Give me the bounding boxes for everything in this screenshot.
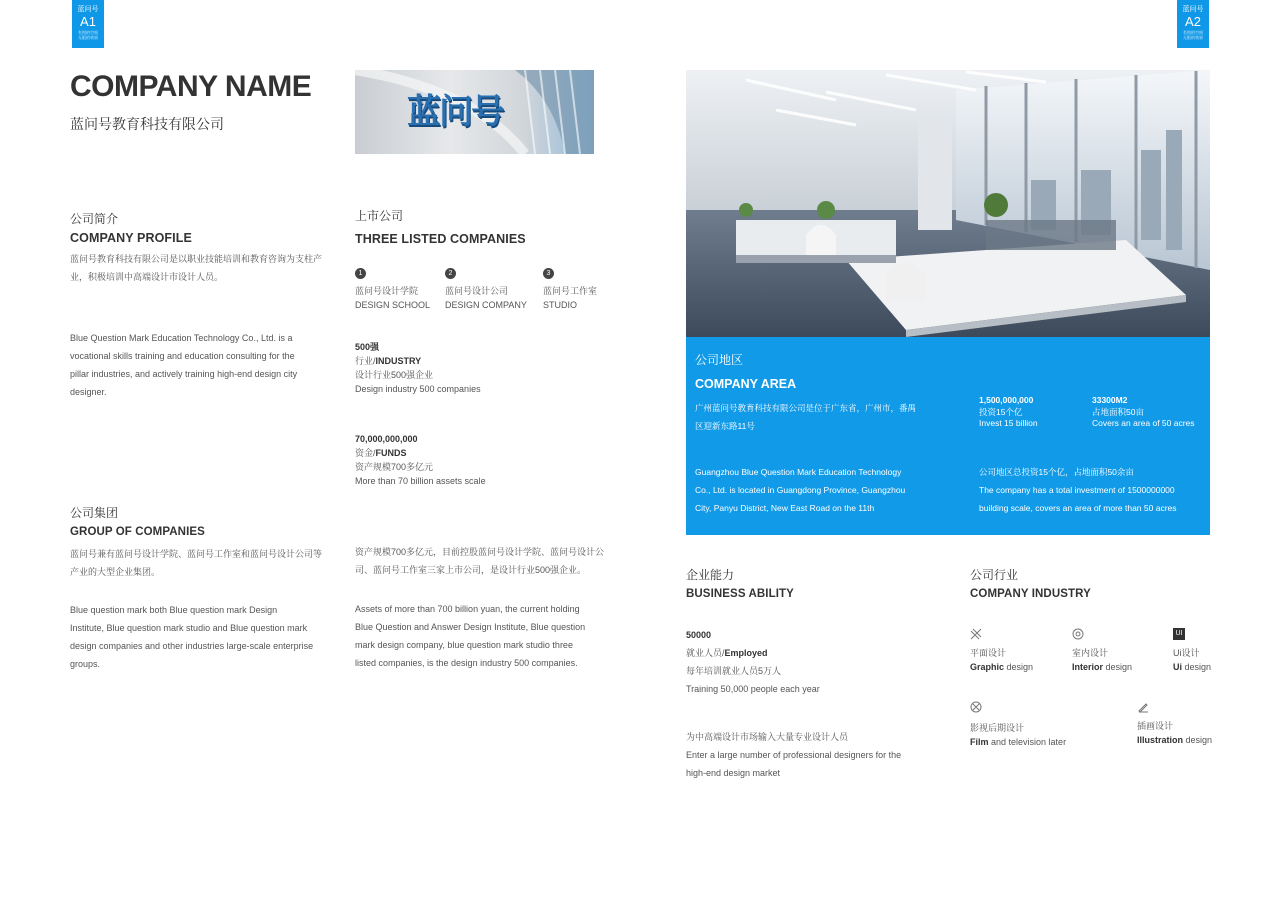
industry-item-interior <box>1072 628 1167 674</box>
tag-a2-line3: 有图的空间 <box>1183 30 1203 35</box>
profile-cn-title: 公司简介 <box>70 212 119 226</box>
office-photo <box>686 70 1210 337</box>
area-stat1-value: 1,500,000,000 <box>979 395 1034 405</box>
listed-item-en: STUDIO <box>543 300 578 310</box>
industry-item-cn: 室内设计 <box>1072 648 1109 658</box>
profile-cn-line: 蓝问号教育科技有限公司是以职业技能培训和教育咨询为支柱产 <box>70 254 323 264</box>
industry-item-en: design <box>1183 735 1213 745</box>
area-stat1-cn: 投资15个亿 <box>979 406 1023 417</box>
number-badge: 3 <box>543 268 554 279</box>
industry-cn-title: 公司行业 <box>970 568 1019 582</box>
industry-item-en-bold: Ui <box>1173 662 1182 672</box>
logo-text: 蓝问号 <box>407 93 503 131</box>
area-stat2-en: Covers an area of 50 acres <box>1092 418 1195 428</box>
area-right-cn: 公司地区总投资15个亿，占地面积50余亩 <box>979 467 1134 477</box>
profile-en-title: COMPANY PROFILE <box>70 231 192 245</box>
area-stat2-value: 33300M2 <box>1092 395 1128 405</box>
film-icon <box>970 701 982 713</box>
area-cn-text <box>695 399 955 435</box>
industry-item-en: design <box>1182 662 1212 672</box>
profile-en-line: designer. <box>70 387 107 397</box>
ability-stat <box>686 626 926 698</box>
industry-item-en-bold: Interior <box>1072 662 1104 672</box>
group-en-line: groups. <box>70 659 101 669</box>
profile-en-line: pillar industries, and actively training high-end design city <box>70 369 298 379</box>
assets-cn-line: 资产规模700多亿元，目前控股蓝问号设计学院、蓝问号设计公 <box>355 547 605 557</box>
tag-a1-top: 蓝问号 <box>77 6 99 13</box>
area-en-text <box>695 463 955 517</box>
industry-item-illustration <box>1137 701 1217 747</box>
number-badge: 2 <box>445 268 456 279</box>
industry-item-cn: 平面设计 <box>970 648 1007 658</box>
area-en-line: Guangzhou Blue Question Mark Education Technology <box>695 467 902 477</box>
group-cn-line: 蓝问号兼有蓝问号设计学院、蓝问号工作室和蓝问号设计公司等 <box>70 549 323 559</box>
assets-en-line: listed companies, is the design industry 500 companies. <box>355 658 578 668</box>
industry-stat-value: 500强 <box>355 342 380 352</box>
assets-cn-text <box>355 543 615 579</box>
tag-a1-code: A1 <box>80 14 96 29</box>
ability-extra <box>686 728 926 782</box>
ability-value: 50000 <box>686 630 712 640</box>
industry-item-cn: 插画设计 <box>1137 721 1174 731</box>
tag-a2-line4: 无限的效果 <box>1183 35 1203 40</box>
group-cn-title: 公司集团 <box>70 506 119 520</box>
industry-item-en-bold: Film <box>970 737 989 747</box>
group-en-line: design companies and other industries large-scale enterprise <box>70 641 314 651</box>
industry-item-cn: 影视后期设计 <box>970 723 1025 733</box>
industry-stat <box>355 340 575 396</box>
tag-a1-line3: 有图的空间 <box>78 30 98 35</box>
assets-cn-line: 司、蓝问号工作室三家上市公司，是设计行业500强企业。 <box>355 565 587 575</box>
listed-item-en: DESIGN SCHOOL <box>355 300 431 310</box>
listed-item-cn: 蓝问号设计学院 <box>355 286 419 296</box>
tag-a2-top: 蓝问号 <box>1182 6 1204 13</box>
area-cn-line: 区迎新东路11号 <box>695 421 755 431</box>
area-stat-investment <box>979 395 1038 430</box>
ability-extra-en-line: high-end design market <box>686 768 781 778</box>
area-right-text <box>979 463 1207 517</box>
listed-en-title: THREE LISTED COMPANIES <box>355 232 526 246</box>
area-right-en-line: The company has a total investment of 1500000000 <box>979 485 1175 495</box>
ability-label-cn: 就业人员/ <box>686 648 725 658</box>
industry-item-en: and television later <box>988 737 1067 747</box>
group-en-text <box>70 601 330 673</box>
industry-item-en-bold: Graphic <box>970 662 1005 672</box>
logo-photo <box>355 70 594 154</box>
funds-stat-label-en: FUNDS <box>375 448 407 458</box>
industry-item-en: design <box>1004 662 1034 672</box>
funds-stat-line: 资产规模700多亿元 <box>355 462 434 472</box>
profile-cn-line: 业，积极培训中高端设计市设计人员。 <box>70 272 224 282</box>
company-name: COMPANY NAME <box>70 70 312 103</box>
industry-item-cn: Ui设计 <box>1173 648 1200 658</box>
area-stat1-en: Invest 15 billion <box>979 418 1038 428</box>
area-right-en-line: building scale, covers an area of more than 50 acres <box>979 503 1177 513</box>
area-stat-size <box>1092 395 1195 430</box>
assets-en-line: Blue Question and Answer Design Institute, Blue question <box>355 622 586 632</box>
assets-en-line: mark design company, blue question mark studio three <box>355 640 573 650</box>
ability-en-title: BUSINESS ABILITY <box>686 588 794 600</box>
profile-en-text <box>70 329 330 401</box>
group-cn-text <box>70 545 330 581</box>
office-illustration <box>686 70 1210 337</box>
profile-en-line: Blue Question Mark Education Technology Co., Ltd. is a <box>70 333 293 343</box>
graphic-icon <box>970 628 982 640</box>
industry-stat-line: Design industry 500 companies <box>355 384 481 394</box>
area-stat2-cn: 占地面积50亩 <box>1092 406 1144 417</box>
industry-item-ui <box>1173 628 1218 674</box>
interior-icon <box>1072 628 1084 640</box>
listed-cn-title: 上市公司 <box>355 209 404 223</box>
page-tag-a1 <box>72 0 104 48</box>
area-cn-title: 公司地区 <box>695 353 744 367</box>
area-cn-line: 广州蓝问号教育科技有限公司是位于广东省，广州市，番禺 <box>695 403 917 413</box>
industry-stat-line: 设计行业500强企业 <box>355 370 434 380</box>
ability-extra-en-line: Enter a large number of professional designers for the <box>686 750 902 760</box>
ability-line: 每年培训就业人员5万人 <box>686 666 782 676</box>
ability-line: Training 50,000 people each year <box>686 684 820 694</box>
area-en-line: City, Panyu District, New East Road on the 11th <box>695 503 875 513</box>
listed-item-cn: 蓝问号工作室 <box>543 286 598 296</box>
funds-stat-label-cn: 资金/ <box>355 448 376 458</box>
company-cn-name: 蓝问号教育科技有限公司 <box>70 116 224 132</box>
group-en-title: GROUP OF COMPANIES <box>70 526 205 538</box>
group-en-line: Institute, Blue question mark studio and Blue question mark <box>70 623 308 633</box>
funds-stat-line: More than 70 billion assets scale <box>355 476 486 486</box>
company-area-panel <box>686 337 1210 535</box>
industry-stat-label-cn: 行业/ <box>355 356 376 366</box>
ability-extra-cn: 为中高端设计市场输入大量专业设计人员 <box>686 732 849 742</box>
industry-item-graphic <box>970 628 1060 674</box>
profile-en-line: vocational skills training and education consulting for the <box>70 351 295 361</box>
listed-item <box>543 262 623 312</box>
industry-item-en-bold: Illustration <box>1137 735 1184 745</box>
illustration-icon <box>1137 701 1149 713</box>
industry-en-title: COMPANY INDUSTRY <box>970 588 1091 600</box>
funds-stat <box>355 432 575 488</box>
area-en-title: COMPANY AREA <box>695 377 797 391</box>
number-badge: 1 <box>355 268 366 279</box>
industry-item-en: design <box>1103 662 1133 672</box>
group-cn-line: 产业的大型企业集团。 <box>70 567 161 577</box>
profile-cn-text <box>70 250 330 286</box>
listed-item-en: DESIGN COMPANY <box>445 300 527 310</box>
ability-label-en: Employed <box>724 648 768 658</box>
listed-item-cn: 蓝问号设计公司 <box>445 286 509 296</box>
ui-icon: UI <box>1173 628 1185 640</box>
assets-en-text <box>355 600 615 672</box>
industry-item-film <box>970 701 1090 749</box>
ability-cn-title: 企业能力 <box>686 568 735 582</box>
area-en-line: Co., Ltd. is located in Guangdong Province, Guangzhou <box>695 485 906 495</box>
listed-item <box>355 262 455 312</box>
tag-a1-line4: 无限的效果 <box>78 35 98 40</box>
assets-en-line: Assets of more than 700 billion yuan, the current holding <box>355 604 580 614</box>
group-en-line: Blue question mark both Blue question mark Design <box>70 605 278 615</box>
tag-a2-code: A2 <box>1185 14 1201 29</box>
funds-stat-value: 70,000,000,000 <box>355 434 418 444</box>
page-tag-a2 <box>1177 0 1209 48</box>
listed-item <box>445 262 545 312</box>
industry-stat-label-en: INDUSTRY <box>375 356 422 366</box>
